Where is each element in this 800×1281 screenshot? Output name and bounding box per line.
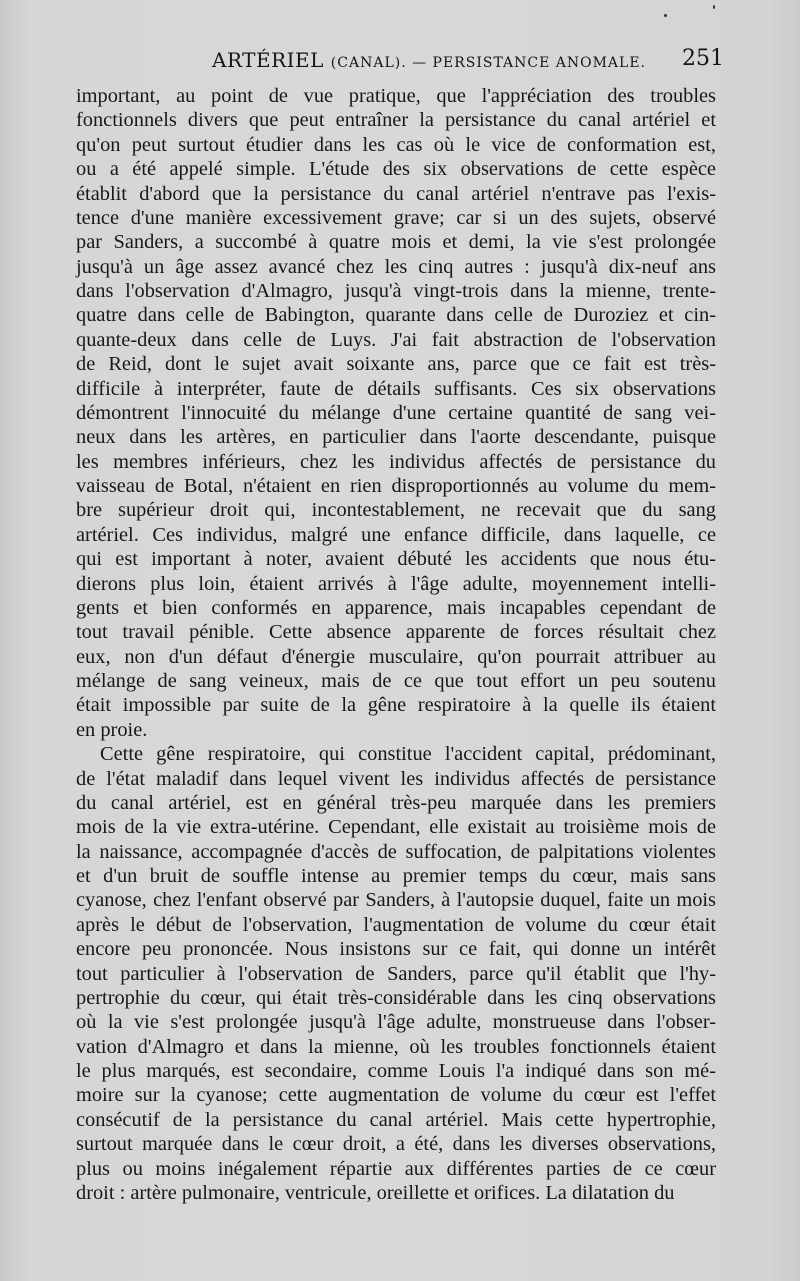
text-line: qu'on peut surtout étudier dans les cas où le vice de conformation est,	[76, 133, 716, 156]
text-line: et d'un bruit de souffle intense au premier temps du cœur, mais sans	[76, 865, 716, 887]
running-head-title-main: ARTÉRIEL	[212, 48, 324, 72]
text-line: tout particulier à l'observation de Sanders, parce qu'il établit que l'hy-	[76, 962, 716, 985]
text-line: du canal artériel, est en général très-peu marquée dans les premiers	[76, 791, 716, 814]
text-line: était impossible par suite de la gêne respiratoire à la quelle ils étaient	[76, 694, 716, 717]
text-line: où la vie s'est prolongée jusqu'à l'âge adulte, monstrueuse dans l'obser-	[76, 1011, 716, 1034]
text-line: cyanose, chez l'enfant observé par Sanders, à l'autopsie duquel, faite un mois	[76, 889, 716, 912]
text-line: fonctionnels divers que peut entraîner la persistance du canal artériel et	[76, 109, 716, 132]
body-text	[76, 84, 716, 1205]
text-line: la naissance, accompagnée d'accès de suffocation, de palpitations violentes	[76, 840, 716, 863]
text-line: de l'état maladif dans lequel vivent les individus affectés de persistance	[76, 767, 716, 790]
text-line: consécutif de la persistance du canal artériel. Mais cette hypertrophie,	[76, 1108, 716, 1131]
text-line: quante-deux dans celle de Luys. J'ai fait abstraction de l'observation	[76, 328, 716, 351]
text-line: Cette gêne respiratoire, qui constitue l'accident capital, prédominant,	[100, 743, 716, 766]
text-line: gents et bien conformés en apparence, mais incapables cependant de	[76, 596, 716, 619]
running-head-title	[212, 48, 646, 72]
text-line: artériel. Ces individus, malgré une enfance difficile, dans laquelle, ce	[76, 523, 716, 546]
text-line: qui est important à noter, avaient débuté les accidents que nous étu-	[76, 548, 716, 571]
text-line: en proie.	[76, 718, 148, 741]
text-line: par Sanders, a succombé à quatre mois et demi, la vie s'est prolongée	[76, 231, 716, 254]
text-line: vation d'Almagro et dans la mienne, où les troubles fonctionnels étaient	[76, 1035, 716, 1058]
text-line: quatre dans celle de Babington, quarante dans celle de Duroziez et cin-	[76, 304, 716, 327]
text-line: important, au point de vue pratique, que l'appréciation des troubles	[76, 85, 716, 107]
print-speck	[713, 5, 715, 9]
text-line: difficile à interpréter, faute de détails suffisants. Ces six observations	[76, 377, 716, 400]
text-line: mois de la vie extra-utérine. Cependant, elle existait au troisième mois de	[76, 816, 716, 839]
text-line: vaisseau de Botal, n'étaient en rien disproportionnés au volume du mem-	[76, 475, 716, 497]
text-line: dans l'observation d'Almagro, jusqu'à vingt-trois dans la mienne, trente-	[76, 280, 716, 302]
text-line: pertrophie du cœur, qui était très-considérable dans les cinq observations	[76, 986, 716, 1009]
text-line: mélange de sang veineux, mais de ce que tout effort un peu soutenu	[76, 670, 716, 692]
text-line: droit : artère pulmonaire, ventricule, oreillette et orifices. La dilatation du	[76, 1181, 675, 1204]
print-speck	[664, 14, 667, 17]
text-line: tout travail pénible. Cette absence apparente de forces résultait chez	[76, 621, 716, 644]
text-line: de Reid, dont le sujet avait soixante ans, parce que ce fait est très-	[76, 353, 716, 376]
text-line: moire sur la cyanose; cette augmentation de volume du cœur est l'effet	[76, 1084, 716, 1107]
running-head	[0, 46, 800, 76]
text-line: le plus marqués, est secondaire, comme Louis l'a indiqué dans son mé-	[76, 1060, 716, 1082]
text-line: jusqu'à un âge assez avancé chez les cinq autres : jusqu'à dix-neuf ans	[76, 255, 716, 278]
text-line: dierons plus loin, étaient arrivés à l'âge adulte, moyennement intelli-	[76, 572, 716, 595]
text-line: après le début de l'observation, l'augmentation de volume du cœur était	[76, 913, 716, 936]
text-line: les membres inférieurs, chez les individus affectés de persistance du	[76, 450, 716, 473]
page-number: 251	[682, 46, 724, 71]
text-line: tence d'une manière excessivement grave; car si un des sujets, observé	[76, 206, 716, 229]
text-line: bre supérieur droit qui, incontestablement, ne recevait que du sang	[76, 499, 716, 522]
text-line: démontrent l'innocuité du mélange d'une certaine quantité de sang vei-	[76, 401, 716, 424]
text-line: établit d'abord que la persistance du canal artériel n'entrave pas l'exis-	[76, 182, 716, 205]
running-head-title-subtitle: (CANAL). — PERSISTANCE ANOMALE.	[330, 55, 647, 71]
text-line: neux dans les artères, en particulier dans l'aorte descendante, puisque	[76, 426, 716, 449]
text-line: eux, non d'un défaut d'énergie musculaire, qu'on pourrait attribuer au	[76, 645, 716, 668]
text-line: encore peu prononcée. Nous insistons sur ce fait, qui donne un intérêt	[76, 938, 716, 961]
text-line: ou a été appelé simple. L'étude des six observations de cette espèce	[76, 158, 716, 181]
text-line: plus ou moins inégalement répartie aux différentes parties de ce cœur	[76, 1157, 716, 1180]
text-line: surtout marquée dans le cœur droit, a été, dans les diverses observations,	[76, 1133, 716, 1156]
